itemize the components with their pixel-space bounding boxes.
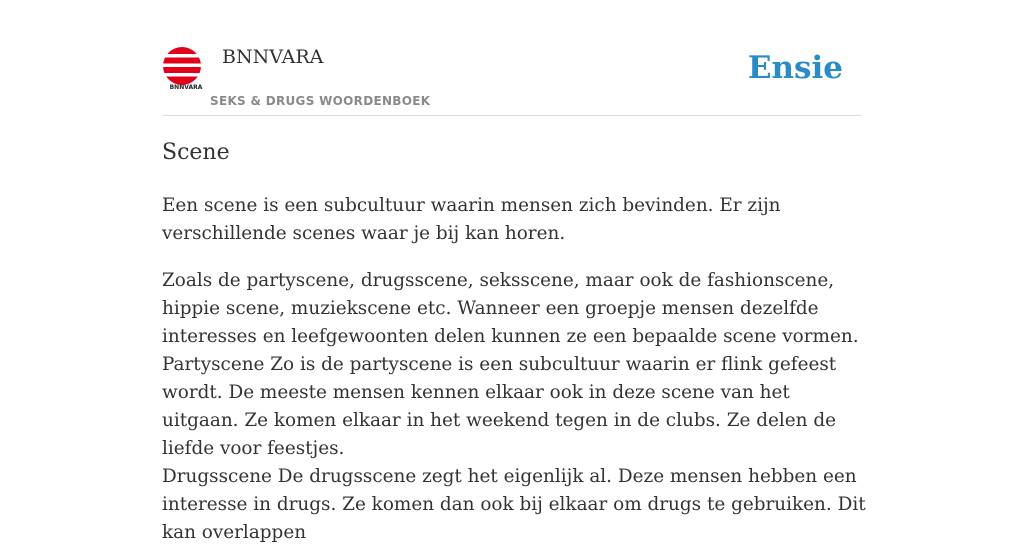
- brand-name: BNNVARA: [222, 46, 324, 68]
- article-paragraph-1: Een scene is een subcultuur waarin mensen zich bevinden. Er zijn verschillende scenes waar je bij kan horen.: [162, 195, 781, 244]
- ensie-home-link[interactable]: Ensie: [747, 50, 843, 86]
- dictionary-subtitle: SEKS & DRUGS WOORDENBOEK: [210, 94, 431, 108]
- article-paragraph-3: Drugsscene De drugsscene zegt het eigenlijk al. Deze mensen hebben een interesse in drugs. Ze komen dan ook bij elkaar om drugs te gebruiken. Dit kan overlappen: [162, 466, 866, 543]
- page-container: [162, 0, 866, 543]
- article-paragraph-2: Zoals de partyscene, drugsscene, seksscene, maar ook de fashionscene, hippie scene, muziekscene etc. Wanneer een groepje mensen dezelfde interesses en leefgewoonten delen kunnen ze een bepaalde scene vormen. Partyscene Zo is de partyscene is een subcultuur waarin er flink gefeest wordt. De meeste mensen kennen elkaar ook in deze scene van het uitgaan. Ze komen elkaar in het weekend tegen in de clubs. Ze delen de liefde voor feestjes.: [162, 270, 859, 459]
- logo-text: BNNVARA: [169, 84, 203, 91]
- bnnvara-logo[interactable]: [162, 47, 202, 91]
- article-title: Scene: [162, 140, 230, 165]
- site-header: [162, 0, 862, 116]
